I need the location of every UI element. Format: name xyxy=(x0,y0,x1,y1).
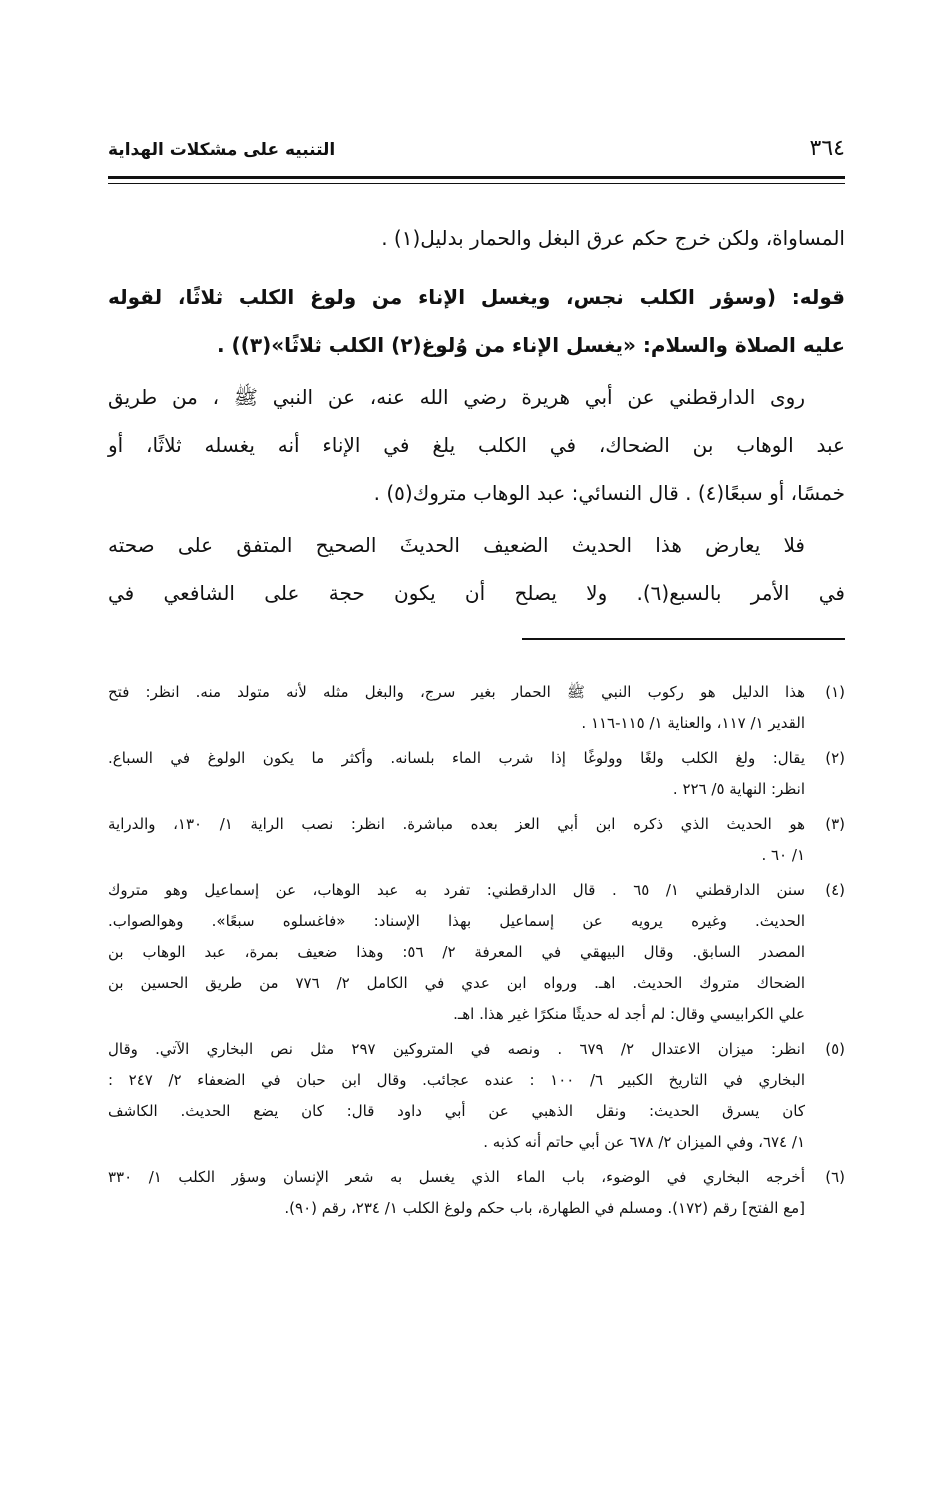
text-line: عبد الوهاب بن الضحاك، في الكلب يلغ في الإناء أنه يغسله ثلاثًا، أو xyxy=(108,433,845,457)
header-rule xyxy=(108,176,845,179)
text-line: خمسًا، أو سبعًا(٤) . قال النسائي: عبد الوهاب متروك(٥) . xyxy=(373,481,845,505)
text-line: عليه الصلاة والسلام: «يغسل الإناء من وُلوغ(٢) الكلب ثلاثًا»(٣)) . xyxy=(217,333,845,357)
paragraph-4 xyxy=(108,521,845,617)
footnote-number: (٣) xyxy=(825,815,845,833)
footnote-separator xyxy=(522,638,845,640)
running-header xyxy=(108,136,845,168)
footnote-3 xyxy=(108,809,845,871)
footnote-line: أخرجه البخاري في الوضوء، باب الماء الذي يغسل به شعر الإنسان وسؤر الكلب ١/ ٣٣٠ xyxy=(108,1168,805,1186)
footnote-line: [مع الفتح] رقم (١٧٢). ومسلم في الطهارة، باب حكم ولوغ الكلب ١/ ٢٣٤، رقم (٩٠). xyxy=(284,1199,805,1217)
text-line: قوله: (وسؤر الكلب نجس، ويغسل الإناء من ولوغ الكلب ثلاثًا، لقوله xyxy=(108,285,845,309)
footnote-line: كان يسرق الحديث: ونقل الذهبي عن أبي داود قال: كان يضع الحديث. الكاشف xyxy=(108,1102,805,1120)
text-line: فلا يعارض هذا الحديث الضعيف الحديثَ الصحيح المتفق على صحته xyxy=(108,533,805,557)
footnote-line: هو الحديث الذي ذكره ابن أبي العز بعده مباشرة. انظر: نصب الراية ١/ ١٣٠، والدراية xyxy=(108,815,805,833)
footnote-5 xyxy=(108,1034,845,1158)
footnote-line: المصدر السابق. وقال البيهقي في المعرفة ٢/ ٥٦: وهذا ضعيف بمرة، عبد الوهاب بن xyxy=(108,943,805,961)
footnote-line: انظر: ميزان الاعتدال ٢/ ٦٧٩ . ونصه في المتروكين ٢٩٧ مثل نص البخاري الآتي. وقال xyxy=(108,1040,805,1058)
footnote-1 xyxy=(108,677,845,739)
footnote-line: الضحاك متروك الحديث. اهـ. ورواه ابن عدي في الكامل ٢/ ٧٧٦ من طريق الحسين بن xyxy=(108,974,806,992)
paragraph-3 xyxy=(108,373,845,517)
footnote-line: هذا الدليل هو ركوب النبي ﷺ الحمار بغير سرج، والبغل مثله لأنه متولد منه. انظر: فتح xyxy=(108,683,805,701)
footnote-line: البخاري في التاريخ الكبير ٦/ ١٠٠ : عنده عجائب. وقال ابن حبان في الضعفاء ٢/ ٢٤٧ : xyxy=(108,1071,805,1089)
footnote-line: الحديث. وغيره يرويه عن إسماعيل بهذا الإسناد: «فاغسلوه سبعًا». وهوالصواب. xyxy=(108,912,805,930)
footnotes xyxy=(108,677,845,1228)
footnote-line: ١/ ٦٠ . xyxy=(761,846,805,864)
footnote-number: (١) xyxy=(825,683,845,701)
text-line: المساواة، ولكن خرج حكم عرق البغل والحمار بدليل(١) . xyxy=(381,226,845,250)
paragraph-1 xyxy=(108,214,845,262)
footnote-line: انظر: النهاية ٥/ ٢٢٦ . xyxy=(672,780,805,798)
paragraph-quote xyxy=(108,273,845,369)
footnote-number: (٤) xyxy=(825,881,845,899)
text-line: في الأمر بالسبع(٦). ولا يصلح أن يكون حجة على الشافعي في xyxy=(108,581,845,605)
footnote-number: (٥) xyxy=(825,1040,845,1058)
footnote-line: علي الكرابيسي وقال: لم أجد له حديثًا منكرًا غير هذا. اهـ. xyxy=(453,1005,805,1023)
footnote-line: ١/ ٦٧٤، وفي الميزان ٢/ ٦٧٨ عن أبي حاتم أنه كذبه . xyxy=(483,1133,805,1151)
footnote-number: (٢) xyxy=(825,749,845,767)
book-title: التنبيه على مشكلات الهداية xyxy=(108,140,336,160)
footnote-4 xyxy=(108,875,845,1030)
page-number: ٣٦٤ xyxy=(809,136,845,161)
text-line: روى الدارقطني عن أبي هريرة رضي الله عنه، عن النبي ﷺ ، من طريق xyxy=(108,385,805,409)
footnote-2 xyxy=(108,743,845,805)
footnote-line: القدير ١/ ١١٧، والعناية ١/ ١١٥-١١٦ . xyxy=(581,714,805,732)
header-rule-thin xyxy=(108,183,845,184)
footnote-6 xyxy=(108,1162,845,1224)
footnote-number: (٦) xyxy=(825,1168,845,1186)
footnote-line: يقال: ولغ الكلب ولغًا وولوغًا إذا شرب الماء بلسانه. وأكثر ما يكون الولوغ في السباع. xyxy=(108,749,805,767)
footnote-line: سنن الدارقطني ١/ ٦٥ . قال الدارقطني: تفرد به عبد الوهاب، عن إسماعيل وهو متروك xyxy=(108,881,806,899)
